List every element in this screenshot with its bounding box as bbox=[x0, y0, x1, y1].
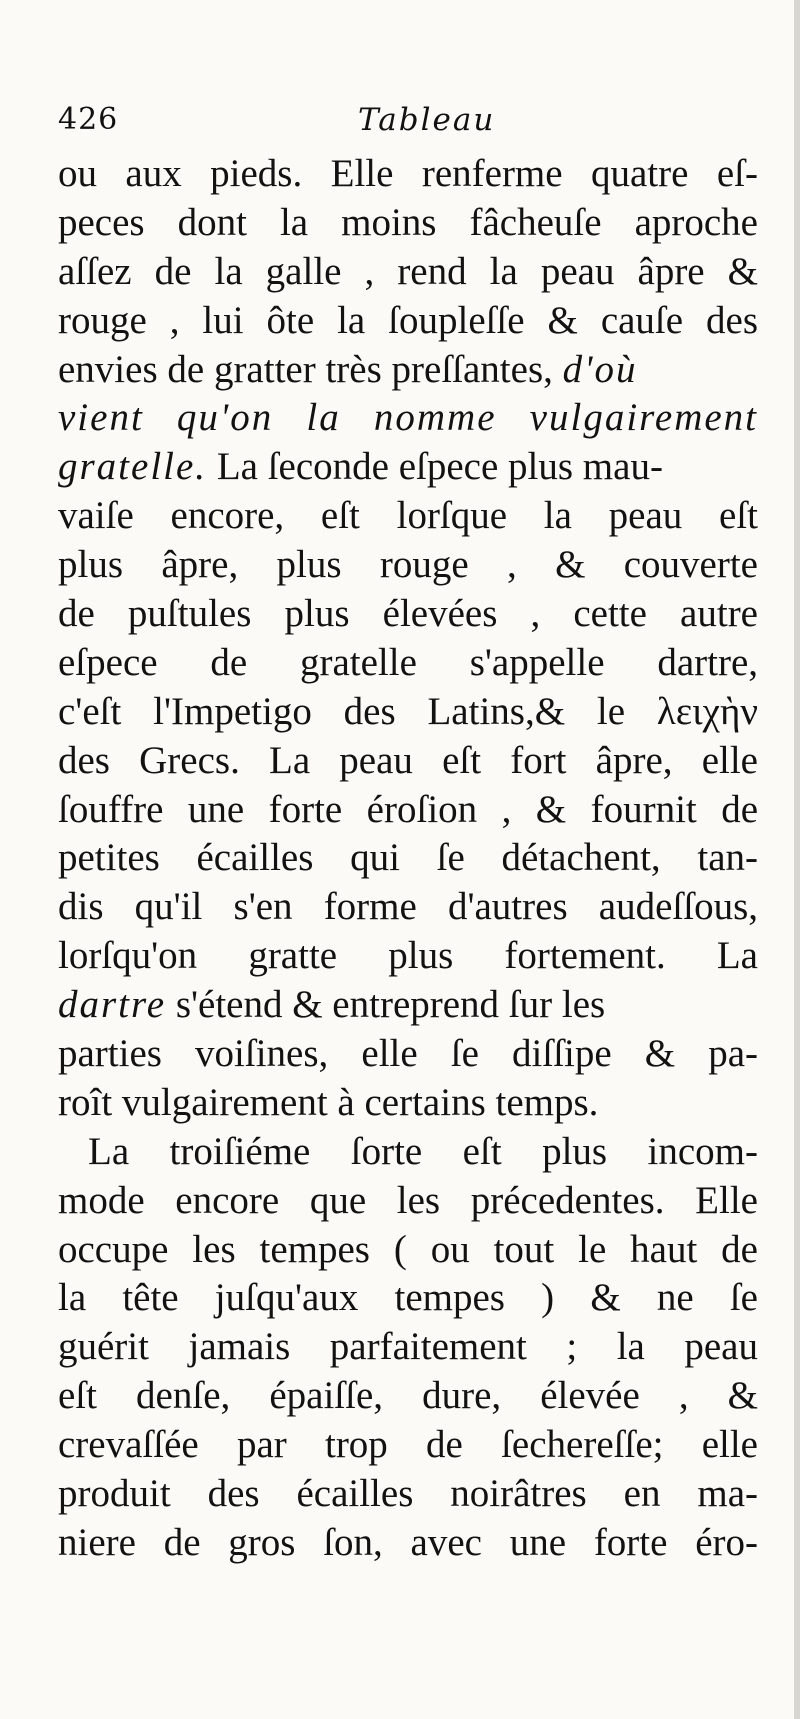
text-line: petites écailles qui ſe détachent, tan- bbox=[58, 836, 758, 880]
italic-text-line: vient qu'on la nomme vulgairement bbox=[58, 396, 758, 440]
text-line: rouge , lui ôte la ſoupleſſe & cauſe des bbox=[58, 298, 758, 342]
italic-text: gratelle. bbox=[58, 445, 208, 489]
text-line: peces dont la moins fâcheuſe aproche bbox=[58, 200, 758, 244]
text-line: eſpece de gratelle s'appelle dartre, bbox=[58, 640, 758, 684]
text-line: parties voiſines, elle ſe diſſipe & pa- bbox=[58, 1032, 758, 1076]
text-line: plus âpre, plus rouge , & couverte bbox=[58, 543, 758, 587]
text-line: aſſez de la galle , rend la peau âpre & bbox=[58, 249, 758, 293]
text-line: vaiſe encore, eſt lorſque la peau eſt bbox=[58, 494, 758, 538]
italic-text: d'où bbox=[562, 347, 638, 391]
text-line: mode encore que les précedentes. Elle bbox=[58, 1178, 758, 1222]
text-line: de puſtules plus élevées , cette autre bbox=[58, 592, 758, 636]
text-line: roît vulgairement à certains temps. bbox=[58, 1080, 599, 1124]
text-line: dartre s'étend & entreprend ſur les bbox=[58, 983, 606, 1027]
text-line: ou aux pieds. Elle renferme quatre eſ- bbox=[58, 152, 758, 195]
text-line: c'eſt l'Impetigo des Latins,& le λειχὴν bbox=[58, 689, 758, 733]
paragraph-first-line: La troiſiéme ſorte eſt plus incom- bbox=[88, 1129, 758, 1173]
italic-text: dartre bbox=[58, 983, 167, 1027]
page-number: 426 bbox=[58, 102, 119, 137]
text-line: gratelle. La ſeconde eſpece plus mau- bbox=[58, 445, 663, 489]
text-line: des Grecs. La peau eſt fort âpre, elle bbox=[58, 738, 758, 782]
running-title: Tableau bbox=[358, 102, 496, 138]
text-line: niere de gros ſon, avec une forte éro- bbox=[58, 1520, 758, 1564]
text-line: produit des écailles noirâtres en ma- bbox=[58, 1472, 758, 1516]
text-line: la tête juſqu'aux tempes ) & ne ſe bbox=[58, 1276, 758, 1320]
text-line: guérit jamais parfaitement ; la peau bbox=[58, 1325, 758, 1369]
page-header bbox=[58, 102, 758, 142]
text-line: lorſqu'on gratte plus fortement. La bbox=[58, 934, 758, 978]
text-line: occupe les tempes ( ou tout le haut de bbox=[58, 1227, 758, 1271]
text-line: envies de gratter très preſſantes, d'où bbox=[58, 347, 638, 391]
text-line: dis qu'il s'en forme d'autres audeſſous, bbox=[58, 885, 758, 929]
body-text bbox=[58, 150, 758, 1568]
text-line: eſt denſe, épaiſſe, dure, élevée , & bbox=[58, 1374, 758, 1418]
text-line: ſouffre une forte éroſion , & fournit de bbox=[58, 787, 758, 831]
text-line: crevaſſée par trop de ſechereſſe; elle bbox=[58, 1423, 758, 1467]
